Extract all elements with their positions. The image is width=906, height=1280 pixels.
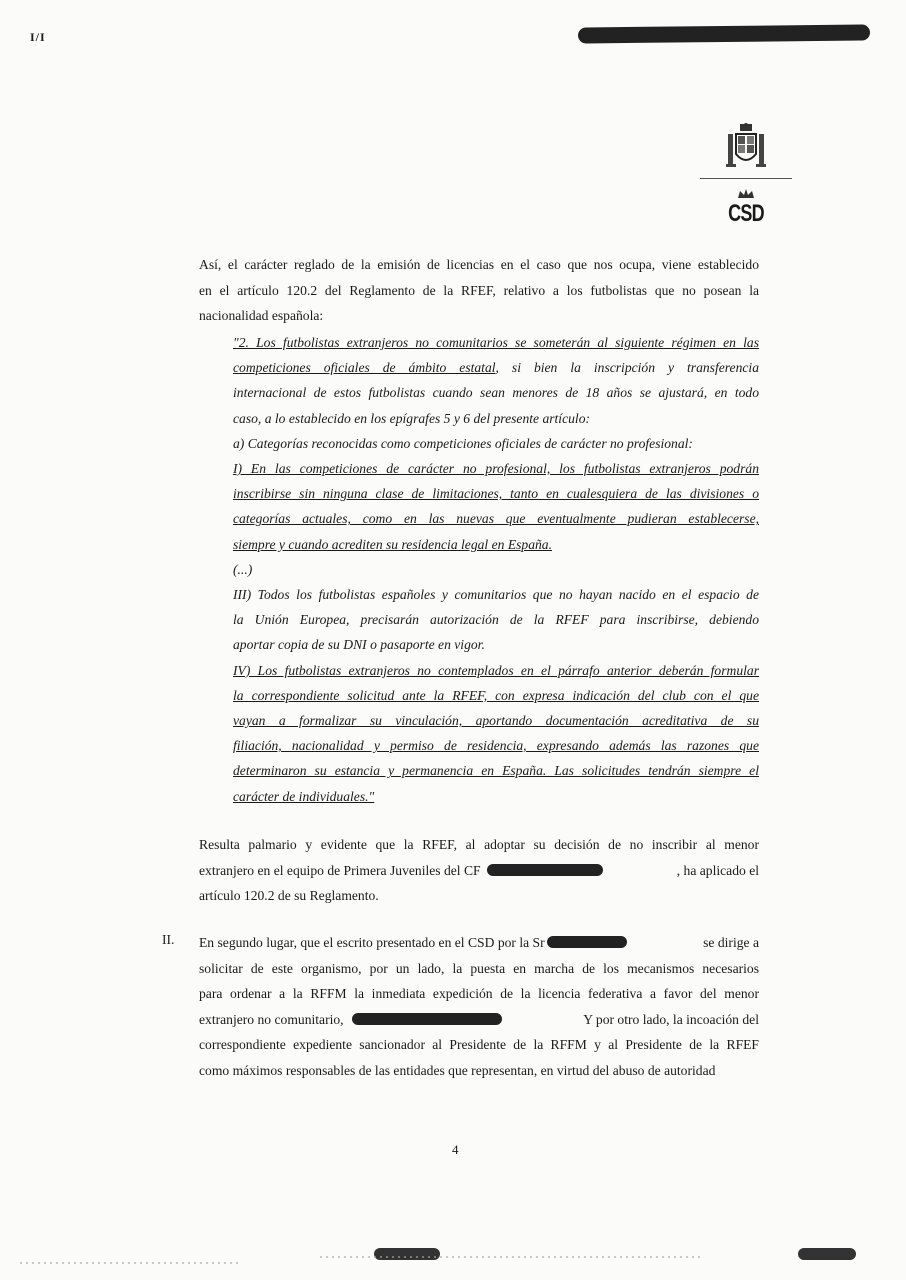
- section-ii-line: como máximos responsables de las entidades que representan, en virtud del abuso de autoridad: [199, 1062, 716, 1078]
- conclusion-line: artículo 120.2 de su Reglamento.: [199, 888, 379, 903]
- quote-line: filiación, nacionalidad y permiso de residencia, expresando además las razones que: [233, 738, 759, 754]
- quote-line: a) Categorías reconocidas como competiciones oficiales de carácter no profesional:: [233, 435, 693, 451]
- quote-line: "2. Los futbolistas extranjeros no comunitarios se someterán al siguiente régimen en las: [233, 335, 759, 350]
- scan-noise: [20, 1262, 240, 1264]
- intro-line: nacionalidad española:: [199, 308, 324, 323]
- corner-mark: I/I: [30, 30, 46, 44]
- section-ii-line: correspondiente expediente sancionador al Presidente de la RFFM y al Presidente de la RFEF: [199, 1037, 759, 1052]
- quote-line: aportar copia de su DNI o pasaporte en vigor.: [233, 637, 485, 653]
- quote-line: (...): [233, 561, 253, 577]
- regulation-quote: [233, 330, 759, 809]
- intro-paragraph: [199, 252, 759, 329]
- quote-line: inscribirse sin ninguna clase de limitaciones, tanto en cualesquiera de las divisiones o: [233, 486, 759, 502]
- intro-line: en el artículo 120.2 del Reglamento de la RFEF, relativo a los futbolistas que no posean la: [199, 282, 759, 298]
- quote-line: siempre y cuando acrediten su residencia legal en España.: [233, 536, 553, 552]
- quote-line: la correspondiente solicitud ante la RFEF, con expresa indicación del club con el que: [233, 687, 759, 703]
- section-numeral: II.: [162, 932, 175, 947]
- section-ii-line: [199, 1007, 759, 1033]
- crown-icon: [736, 188, 756, 200]
- section-ii-line-part: extranjero no comunitario,: [199, 1011, 344, 1027]
- csd-wordmark: CSD: [728, 200, 764, 227]
- section-ii-line-part: Y por otro lado, la incoación del: [583, 1011, 759, 1027]
- scan-noise: [320, 1256, 700, 1258]
- conclusion-line-part: extranjero en el equipo de Primera Juveniles del CF: [199, 862, 481, 878]
- quote-line: determinaron su estancia y permanencia en España. Las solicitudes tendrán siempre el: [233, 763, 759, 779]
- club-name-redaction: [487, 864, 603, 876]
- quote-line: internacional de estos futbolistas cuando sean menores de 18 años se ajustará, en todo: [233, 385, 759, 401]
- minor-name-redaction: [352, 1013, 502, 1025]
- conclusion-line-part: , ha aplicado el: [676, 862, 759, 878]
- quote-line: [233, 355, 759, 380]
- quote-line: I) En las competiciones de carácter no profesional, los futbolistas extranjeros podrán: [233, 461, 759, 477]
- csd-logo: [700, 122, 792, 234]
- page-number: 4: [452, 1142, 459, 1157]
- conclusion-line: [199, 858, 759, 884]
- logo-divider: [700, 178, 792, 179]
- quote-line-part: competiciones oficiales de ámbito estatal: [233, 360, 496, 376]
- quote-line-part: , si bien la inscripción y transferencia: [495, 360, 759, 376]
- conclusion-line: Resulta palmario y evidente que la RFEF, al adoptar su decisión de no inscribir al menor: [199, 837, 759, 852]
- intro-line: Así, el carácter reglado de la emisión de licencias en el caso que nos ocupa, viene establecido: [199, 257, 759, 272]
- quote-line: III) Todos los futbolistas españoles y comunitarios que no hayan nacido en el espacio de: [233, 587, 759, 603]
- footer-redaction: [798, 1248, 856, 1260]
- quote-line: categorías actuales, como en las nuevas que eventualmente pudieran establecerse,: [233, 511, 759, 527]
- quote-line: IV) Los futbolistas extranjeros no contemplados en el párrafo anterior deberán formular: [233, 662, 759, 678]
- section-ii-line-part: se dirige a: [703, 935, 759, 950]
- section-ii-line: solicitar de este organismo, por un lado, la puesta en marcha de los mecanismos necesarios: [199, 960, 759, 976]
- quote-line: la Unión Europea, precisarán autorización de la RFEF para inscribirse, debiendo: [233, 612, 759, 628]
- quote-line: vayan a formalizar su vinculación, aportando documentación acreditativa de su: [233, 713, 759, 729]
- section-ii-line-part: En segundo lugar, que el escrito presentado en el CSD por la Sr: [199, 935, 545, 950]
- conclusion-paragraph: [199, 832, 759, 909]
- quote-line: caso, a lo establecido en los epígrafes 5 y 6 del presente artículo:: [233, 410, 591, 426]
- footer-redaction: [374, 1248, 440, 1260]
- quote-line: carácter de individuales.": [233, 788, 375, 804]
- person-name-redaction: [547, 936, 627, 948]
- section-ii-line: para ordenar a la RFFM la inmediata expedición de la licencia federativa a favor del menor: [199, 986, 759, 1001]
- section-ii-paragraph: [199, 930, 759, 1083]
- header-redaction: [578, 24, 870, 43]
- coat-of-arms-icon: [726, 122, 766, 172]
- section-ii-line: [199, 930, 759, 956]
